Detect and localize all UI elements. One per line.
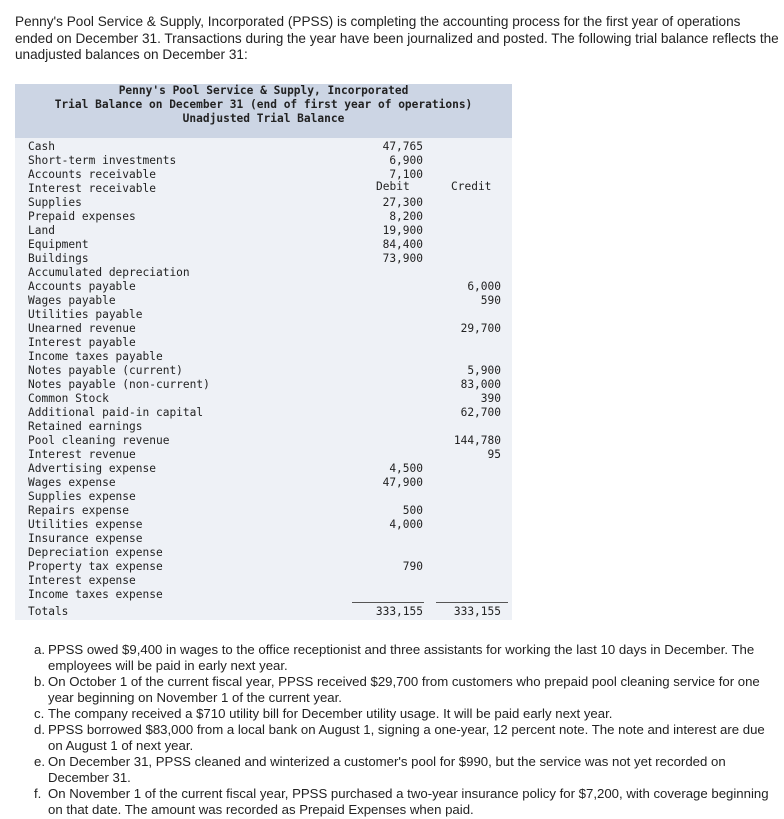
adjustment-item (34, 642, 782, 674)
credit-amount: 590 (480, 294, 501, 307)
debit-amount: 6,900 (389, 154, 423, 167)
item-letter: f. (34, 786, 42, 801)
debit-amount: 4,000 (389, 518, 423, 531)
trial-balance-rows (15, 140, 512, 602)
table-row (15, 378, 512, 392)
account-name: Short-term investments (28, 154, 177, 167)
account-name: Accounts payable (28, 280, 136, 293)
statement-title: Trial Balance on December 31 (end of first year of operations) (54, 98, 473, 111)
credit-amount: 390 (480, 392, 501, 405)
total-debit: 333,155 (375, 605, 423, 618)
item-letter: d. (34, 722, 45, 737)
account-name: Supplies (28, 196, 82, 209)
account-name: Utilities payable (28, 308, 143, 321)
table-row (15, 308, 512, 322)
credit-amount: 144,780 (453, 434, 501, 447)
account-name: Wages payable (28, 294, 116, 307)
table-row (15, 546, 512, 560)
table-row (15, 196, 512, 210)
account-name: Income taxes payable (28, 350, 163, 363)
table-row (15, 462, 512, 476)
trial-balance-header (15, 84, 512, 138)
item-text: The company received a $710 utility bill for December utility usage. It will be paid early next year. (48, 706, 613, 721)
table-row (15, 294, 512, 308)
totals-row (15, 602, 512, 620)
debit-amount: 47,900 (382, 476, 423, 489)
table-row (15, 224, 512, 238)
credit-amount: 62,700 (460, 406, 501, 419)
trial-balance-table (15, 84, 512, 620)
account-name: Unearned revenue (28, 322, 136, 335)
account-name: Accounts receivable (28, 168, 156, 181)
statement-subtitle: Unadjusted Trial Balance (182, 112, 345, 125)
table-row (15, 322, 512, 336)
item-text: On October 1 of the current fiscal year, PPSS received $29,700 from customers who prepaid pool cleaning service for one year beginning on November 1 of the current year. (48, 674, 760, 705)
adjustment-item (34, 706, 782, 722)
table-row (15, 574, 512, 588)
account-name: Pool cleaning revenue (28, 434, 170, 447)
account-name: Supplies expense (28, 490, 136, 503)
item-text: PPSS borrowed $83,000 from a local bank on August 1, signing a one-year, 12 percent note. The note and interest are due on August 1 of next year. (48, 722, 765, 753)
item-letter: b. (34, 674, 45, 689)
debit-amount: 73,900 (382, 252, 423, 265)
account-name: Common Stock (28, 392, 109, 405)
account-name: Property tax expense (28, 560, 163, 573)
account-name: Interest receivable (28, 182, 156, 195)
table-row (15, 518, 512, 532)
account-name: Depreciation expense (28, 546, 163, 559)
item-text: PPSS owed $9,400 in wages to the office receptionist and three assistants for working the last 10 days in December. The employees will be paid in early next year. (48, 642, 755, 673)
item-letter: e. (34, 754, 45, 769)
adjustment-item (34, 754, 782, 786)
account-name: Equipment (28, 238, 89, 251)
table-row (15, 168, 512, 182)
account-name: Interest payable (28, 336, 136, 349)
table-row (15, 490, 512, 504)
debit-amount: 790 (402, 560, 423, 573)
account-name: Land (28, 224, 55, 237)
debit-amount: 27,300 (382, 196, 423, 209)
adjustment-item (34, 722, 782, 754)
table-row (15, 392, 512, 406)
table-row (15, 588, 512, 602)
account-name: Notes payable (non-current) (28, 378, 210, 391)
item-letter: c. (34, 706, 45, 721)
debit-amount: 4,500 (389, 462, 423, 475)
credit-column-header: Credit (451, 180, 492, 193)
item-text: On December 31, PPSS cleaned and winterized a customer's pool for $990, but the service was not yet recorded on December 31. (48, 754, 726, 785)
credit-amount: 83,000 (460, 378, 501, 391)
adjustment-items-list (34, 642, 782, 818)
debit-amount: 84,400 (382, 238, 423, 251)
company-name: Penny's Pool Service & Supply, Incorporated (118, 84, 409, 97)
account-name: Wages expense (28, 476, 116, 489)
table-row (15, 140, 512, 154)
table-row (15, 350, 512, 364)
account-name: Retained earnings (28, 420, 143, 433)
debit-amount: 500 (402, 504, 423, 517)
table-row (15, 182, 512, 196)
table-row (15, 406, 512, 420)
table-row (15, 476, 512, 490)
table-row (15, 154, 512, 168)
account-name: Interest revenue (28, 448, 136, 461)
account-name: Notes payable (current) (28, 364, 183, 377)
adjustment-item (34, 786, 782, 818)
table-row (15, 336, 512, 350)
debit-amount: 47,765 (382, 140, 423, 153)
account-name: Repairs expense (28, 504, 130, 517)
table-row (15, 532, 512, 546)
account-name: Cash (28, 140, 55, 153)
table-row (15, 280, 512, 294)
table-row (15, 364, 512, 378)
table-row (15, 448, 512, 462)
account-name: Advertising expense (28, 462, 156, 475)
table-row (15, 560, 512, 574)
credit-amount: 29,700 (460, 322, 501, 335)
debit-amount: 19,900 (382, 224, 423, 237)
table-row (15, 504, 512, 518)
credit-amount: 5,900 (467, 364, 501, 377)
table-row (15, 238, 512, 252)
credit-amount: 95 (487, 448, 501, 461)
total-credit: 333,155 (453, 605, 501, 618)
debit-column-header: Debit (376, 180, 410, 193)
credit-amount: 6,000 (467, 280, 501, 293)
table-row (15, 434, 512, 448)
intro-paragraph: Penny's Pool Service & Supply, Incorporated (PPSS) is completing the accounting process for the first year of operations ended on December 31. Transactions during the year have been journalized and posted. The following trial balance reflects the unadjusted balances on December 31: (15, 14, 779, 62)
account-name: Income taxes expense (28, 588, 163, 601)
account-name: Interest expense (28, 574, 136, 587)
table-row (15, 266, 512, 280)
account-name: Insurance expense (28, 532, 143, 545)
table-row (15, 210, 512, 224)
item-text: On November 1 of the current fiscal year, PPSS purchased a two-year insurance policy for $7,200, with coverage beginning on that date. The amount was recorded as Prepaid Expenses when paid. (48, 786, 769, 817)
account-name: Prepaid expenses (28, 210, 136, 223)
table-row (15, 252, 512, 266)
adjustment-item (34, 674, 782, 706)
account-name: Accumulated depreciation (28, 266, 190, 279)
table-row (15, 420, 512, 434)
totals-label: Totals (28, 605, 69, 618)
debit-amount: 7,100 (389, 168, 423, 181)
account-name: Buildings (28, 252, 89, 265)
item-letter: a. (34, 642, 45, 657)
account-name: Additional paid-in capital (28, 406, 204, 419)
debit-amount: 8,200 (389, 210, 423, 223)
account-name: Utilities expense (28, 518, 143, 531)
